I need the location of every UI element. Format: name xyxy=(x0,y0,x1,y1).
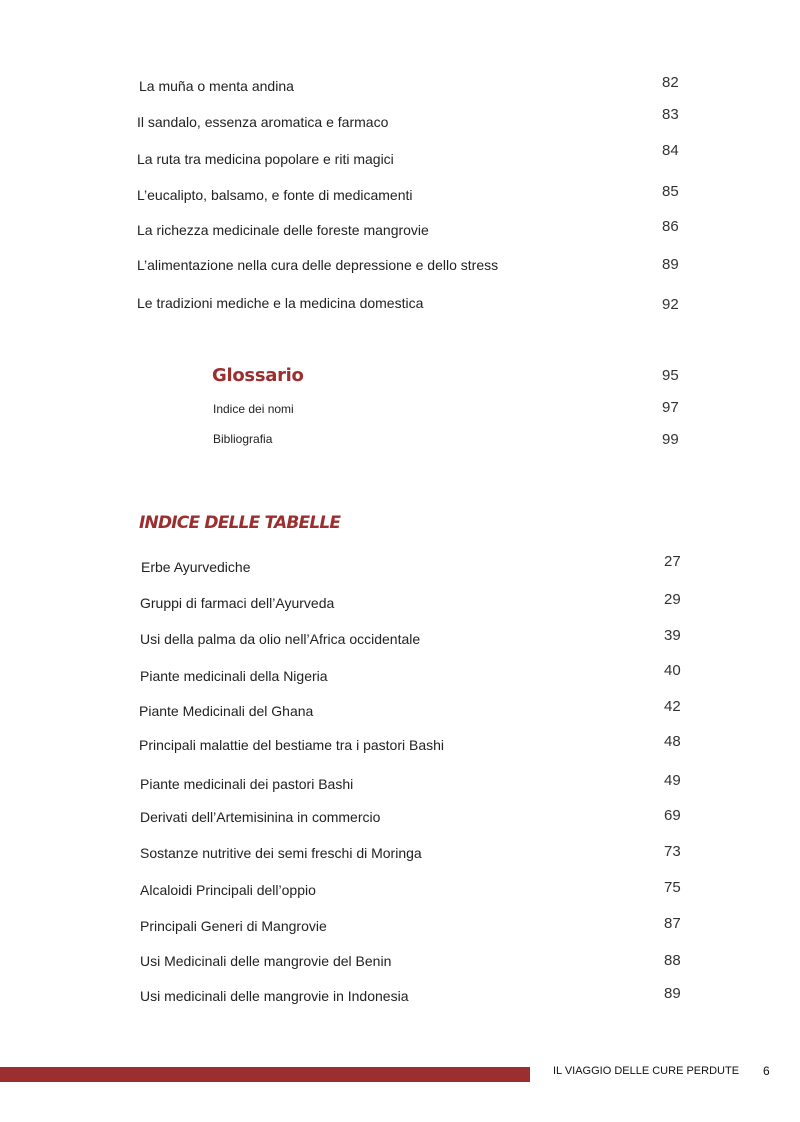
table-entry-title: Usi medicinali delle mangrovie in Indonesia xyxy=(140,988,409,1004)
toc-entry-title: La richezza medicinale delle foreste mangrovie xyxy=(137,222,429,238)
table-entry-page: 48 xyxy=(664,733,681,750)
table-entry-page: 40 xyxy=(664,662,681,679)
table-entry-page: 29 xyxy=(664,591,681,608)
toc-entry-page: 92 xyxy=(662,296,679,313)
table-entry-page: 39 xyxy=(664,627,681,644)
appendix-item-title: Bibliografia xyxy=(213,432,273,446)
page-number: 6 xyxy=(763,1064,770,1078)
toc-entry-title: La muña o menta andina xyxy=(139,78,294,94)
table-entry-page: 27 xyxy=(664,553,681,570)
toc-entry-title: La ruta tra medicina popolare e riti magici xyxy=(137,151,394,167)
table-entry-page: 42 xyxy=(664,698,681,715)
table-entry-page: 89 xyxy=(664,985,681,1002)
table-entry-title: Piante medicinali della Nigeria xyxy=(140,668,328,684)
table-entry-title: Sostanze nutritive dei semi freschi di Moringa xyxy=(140,845,422,861)
table-entry-page: 87 xyxy=(664,915,681,932)
footer-accent-bar xyxy=(0,1067,530,1082)
toc-entry-page: 84 xyxy=(662,142,679,159)
table-entry-title: Usi Medicinali delle mangrovie del Benin xyxy=(140,953,392,969)
glossary-page: 95 xyxy=(662,367,679,384)
toc-entry-page: 83 xyxy=(662,106,679,123)
table-entry-page: 88 xyxy=(664,952,681,969)
table-entry-title: Alcaloidi Principali dell’oppio xyxy=(140,882,316,898)
toc-entry-title: Il sandalo, essenza aromatica e farmaco xyxy=(137,114,389,130)
toc-entry-page: 82 xyxy=(662,74,679,91)
table-entry-page: 69 xyxy=(664,807,681,824)
table-entry-title: Usi della palma da olio nell’Africa occidentale xyxy=(140,631,421,647)
tables-index-heading: INDICE DELLE TABELLE xyxy=(139,513,341,533)
table-entry-title: Piante medicinali dei pastori Bashi xyxy=(140,776,354,792)
footer-book-title: IL VIAGGIO DELLE CURE PERDUTE xyxy=(553,1065,740,1077)
table-entry-title: Derivati dell’Artemisinina in commercio xyxy=(140,809,381,825)
table-entry-title: Piante Medicinali del Ghana xyxy=(139,703,314,719)
table-entry-page: 73 xyxy=(664,843,681,860)
appendix-item-page: 97 xyxy=(662,399,679,416)
table-entry-title: Erbe Ayurvediche xyxy=(141,559,251,575)
table-entry-page: 75 xyxy=(664,879,681,896)
toc-entry-page: 85 xyxy=(662,183,679,200)
toc-entry-page: 89 xyxy=(662,256,679,273)
toc-entry-title: L’eucalipto, balsamo, e fonte di medicamenti xyxy=(137,187,413,203)
appendix-item-page: 99 xyxy=(662,431,679,448)
table-entry-title: Principali Generi di Mangrovie xyxy=(140,918,327,934)
table-entry-page: 49 xyxy=(664,772,681,789)
toc-entry-title: Le tradizioni mediche e la medicina domestica xyxy=(137,295,424,311)
toc-entry-page: 86 xyxy=(662,218,679,235)
toc-entry-title: L’alimentazione nella cura delle depressione e dello stress xyxy=(137,257,499,273)
appendix-item-title: Indice dei nomi xyxy=(213,402,294,416)
table-entry-title: Principali malattie del bestiame tra i pastori Bashi xyxy=(139,737,445,753)
table-entry-title: Gruppi di farmaci dell’Ayurveda xyxy=(140,595,335,611)
glossary-heading: Glossario xyxy=(212,365,304,386)
